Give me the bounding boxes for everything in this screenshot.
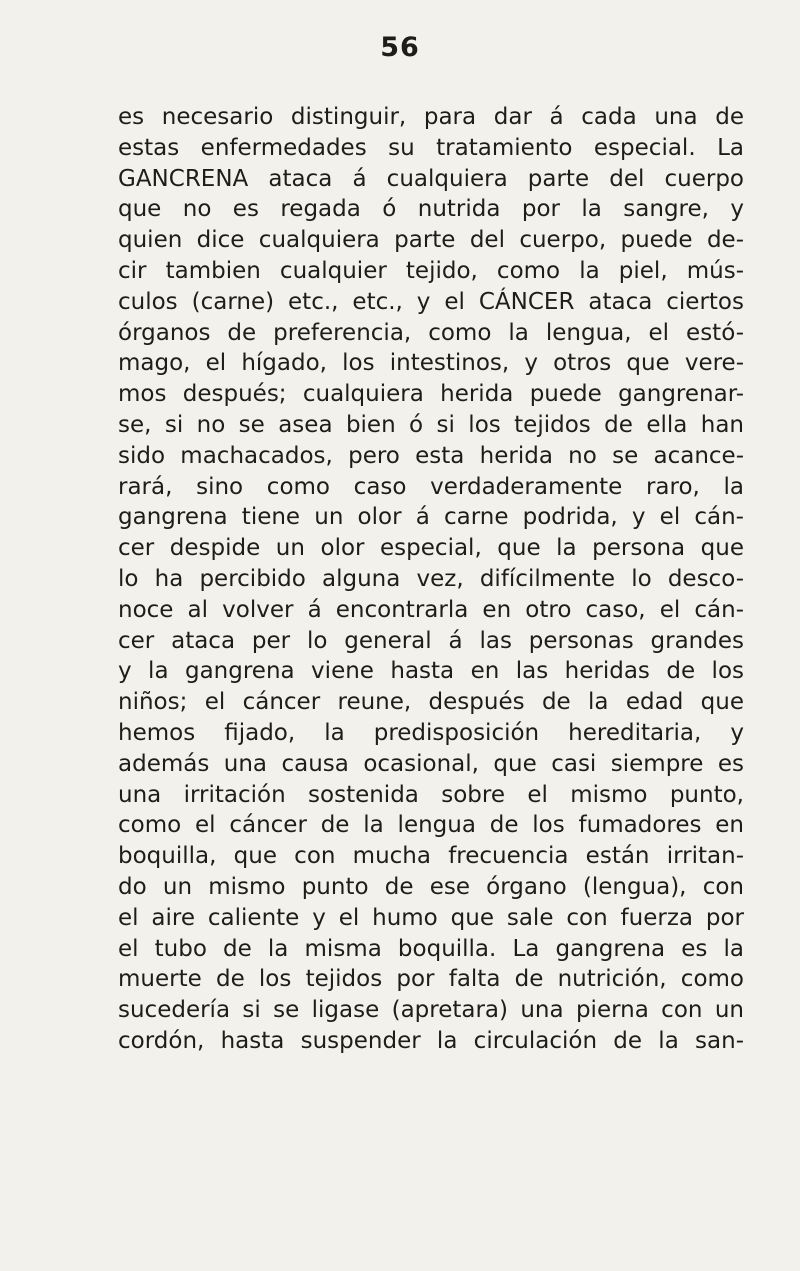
text-line: como el cáncer de la lengua de los fumadores en [118, 812, 744, 839]
text-line: noce al volver á encontrarla en otro caso, el cán- [118, 596, 744, 623]
text-line: muerte de los tejidos por falta de nutrición, como [118, 966, 744, 993]
text-line: quien dice cualquiera parte del cuerpo, puede de- [118, 227, 744, 254]
text-line: se, si no se asea bien ó si los tejidos de ella han [118, 411, 744, 438]
text-line: GANCRENA ataca á cualquiera parte del cuerpo [118, 165, 744, 192]
text-line: do un mismo punto de ese órgano (lengua), con [118, 873, 744, 900]
text-line: niños; el cáncer reune, después de la edad que [118, 689, 744, 716]
text-line: sucedería si se ligase (apretara) una pierna con un [118, 997, 744, 1024]
body-text [118, 102, 744, 1057]
text-line: boquilla, que con mucha frecuencia están irritan- [118, 843, 744, 870]
text-line: mos después; cualquiera herida puede gangrenar- [118, 381, 744, 408]
text-line: estas enfermedades su tratamiento especial. La [118, 134, 744, 161]
text-line: el tubo de la misma boquilla. La gangrena es la [118, 935, 744, 962]
text-line: y la gangrena viene hasta en las heridas de los [118, 658, 744, 685]
text-line: rará, sino como caso verdaderamente raro, la [118, 473, 744, 500]
text-line: lo ha percibido alguna vez, difícilmente lo desco- [118, 565, 744, 592]
text-line: mago, el hígado, los intestinos, y otros que vere- [118, 350, 744, 377]
text-line: hemos fijado, la predisposición hereditaria, y [118, 719, 744, 746]
text-line: que no es regada ó nutrida por la sangre, y [118, 196, 744, 223]
text-line: cer despide un olor especial, que la persona que [118, 535, 744, 562]
text-line: gangrena tiene un olor á carne podrida, y el cán- [118, 504, 744, 531]
text-line: órganos de preferencia, como la lengua, el estó- [118, 319, 744, 346]
text-line: una irritación sostenida sobre el mismo punto, [118, 781, 744, 808]
text-line: cer ataca per lo general á las personas grandes [118, 627, 744, 654]
text-line: además una causa ocasional, que casi siempre es [118, 750, 744, 777]
text-line: culos (carne) etc., etc., y el CÁNCER ataca ciertos [118, 288, 744, 315]
text-line: cordón, hasta suspender la circulación de la san- [118, 1027, 744, 1054]
text-line: cir tambien cualquier tejido, como la piel, mús- [118, 257, 744, 284]
text-line: sido machacados, pero esta herida no se acance- [118, 442, 744, 469]
text-line: el aire caliente y el humo que sale con fuerza por [118, 904, 744, 931]
text-line: es necesario distinguir, para dar á cada una de [118, 104, 744, 130]
page-number: 56 [380, 32, 420, 63]
